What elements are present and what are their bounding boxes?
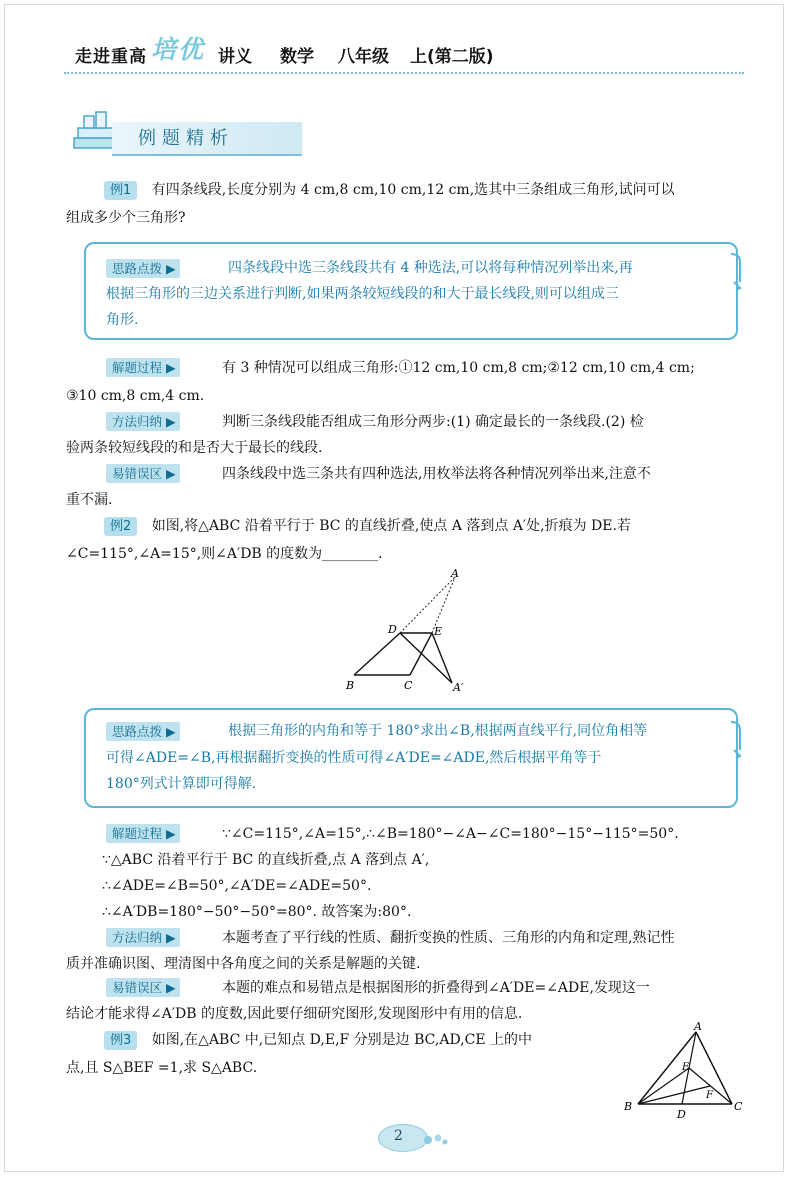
header-part2: 培优	[151, 35, 206, 64]
example1-question-line2: 组成多少个三角形?	[66, 210, 186, 226]
fig2-label-a: A	[451, 567, 459, 580]
example1-mistake-line1: 四条线段中选三条共有四种选法,用枚举法将各种情况列举出来,注意不	[222, 466, 651, 482]
example1-method-line1: 判断三条线段能否组成三角形分两步:(1) 确定最长的一条线段.(2) 检	[222, 414, 644, 430]
method-label-text: 方法归纳	[112, 930, 163, 945]
example2-mistake-label: 易错误区 ▶	[106, 978, 180, 997]
fig2-label-c: C	[404, 679, 413, 692]
example2-mistake-line2: 结论才能求得∠A′DB 的度数,因此要仔细研究图形,发现图形中有用的信息.	[66, 1006, 523, 1022]
fig3-label-b: B	[624, 1100, 633, 1113]
example1-q1: 有四条线段,长度分别为 4 cm,8 cm,10 cm,12 cm,选其中三条组成三角形,试问可以	[151, 182, 675, 198]
fig2-seg-ea2	[432, 633, 452, 683]
example1-hint-line2: 根据三角形的三边关系进行判断,如果两条较短线段的和大于最长线段,则可以组成三	[106, 286, 619, 302]
example3-figure	[614, 1018, 754, 1124]
example1-solution-label: 解题过程 ▶	[106, 358, 180, 377]
fig2-label-e: E	[434, 625, 443, 638]
example2-hint-label: 思路点拨 ▶	[106, 722, 180, 741]
example3-question-line2: 点,且 S△BEF =1,求 S△ABC.	[66, 1060, 258, 1076]
example1-solution-line1: 有 3 种情况可以组成三角形:①12 cm,10 cm,8 cm;②12 cm,10 cm,4 cm;	[222, 360, 695, 376]
example2-q1: 如图,将△ABC 沿着平行于 BC 的直线折叠,使点 A 落到点 A′处,折痕为 DE.若	[151, 518, 631, 534]
example2-method-line2: 质并准确识图、理清图中各角度之间的关系是解题的关键.	[66, 956, 421, 972]
mistake-label-text: 易错误区	[112, 980, 163, 995]
box-hook-icon	[728, 720, 742, 760]
example2-method-label: 方法归纳 ▶	[106, 928, 180, 947]
section-title: 例题精析	[138, 128, 234, 149]
example2-solution-line2: ∵△ABC 沿着平行于 BC 的直线折叠,点 A 落到点 A′,	[102, 852, 430, 868]
fig3-seg-bf	[638, 1086, 710, 1104]
example2-mistake-line1: 本题的难点和易错点是根据图形的折叠得到∠A′DE=∠ADE,发现这一	[222, 980, 650, 996]
header-part3: 讲义	[218, 47, 252, 67]
example1-mistake-label: 易错误区 ▶	[106, 464, 180, 483]
fig2-seg-da	[400, 577, 455, 633]
header-subject: 数学	[280, 47, 314, 67]
fig3-seg-ac	[696, 1032, 732, 1104]
fig3-label-f: F	[706, 1090, 713, 1101]
example2-tag: 例2	[104, 517, 137, 536]
fig2-label-a-prime: A′	[453, 681, 464, 694]
hint-label-text: 思路点拨	[112, 261, 163, 276]
example2-solution-line1: ∵∠C=115°,∠A=15°,∴∠B=180°−∠A−∠C=180°−15°−115°=50°.	[222, 826, 679, 842]
example2-hint-line2: 可得∠ADE=∠B,再根据翻折变换的性质可得∠A′DE=∠ADE,然后根据平角等于	[106, 750, 602, 766]
fig3-label-a: A	[694, 1020, 702, 1033]
fig2-label-d: D	[388, 623, 397, 636]
example1-tag: 例1	[104, 181, 137, 200]
running-header	[75, 30, 575, 70]
header-edition: 上(第二版)	[410, 47, 494, 67]
example1-method-line2: 验两条较短线段的和是否大于最长的线段.	[66, 440, 323, 456]
fig3-label-e: E	[682, 1062, 690, 1073]
example2-solution-line3: ∴∠ADE=∠B=50°,∠A′DE=∠ADE=50°.	[102, 878, 372, 894]
box-hook-icon	[728, 252, 742, 292]
mistake-label-text: 易错误区	[112, 466, 163, 481]
example2-method-line1: 本题考查了平行线的性质、翻折变换的性质、三角形的内角和定理,熟记性	[222, 930, 675, 946]
example1-mistake-line2: 重不漏.	[66, 492, 113, 508]
header-rule	[64, 72, 744, 74]
example1-solution-line2: ③10 cm,8 cm,4 cm.	[66, 388, 205, 404]
solution-label-text: 解题过程	[112, 360, 163, 375]
example1-hint-label: 思路点拨 ▶	[106, 259, 180, 278]
method-label-text: 方法归纳	[112, 414, 163, 429]
example1-question-line1	[104, 180, 675, 200]
example1-hint-line1: 四条线段中选三条线段共有 4 种选法,可以将每种情况列举出来,再	[228, 260, 633, 276]
hint-label-text: 思路点拨	[112, 724, 163, 739]
solution-label-text: 解题过程	[112, 826, 163, 841]
example2-question-line2: ∠C=115°,∠A=15°,则∠A′DB 的度数为________.	[66, 546, 383, 562]
fig2-label-b: B	[346, 679, 355, 692]
example1-method-label: 方法归纳 ▶	[106, 412, 180, 431]
example2-hint-line1: 根据三角形的内角和等于 180°求出∠B,根据两直线平行,同位角相等	[228, 723, 648, 739]
example2-figure	[340, 565, 480, 695]
fig2-seg-bd	[354, 633, 400, 675]
example2-solution-line4: ∴∠A′DB=180°−50°−50°=80°. 故答案为:80°.	[102, 904, 412, 920]
example3-q1: 如图,在△ABC 中,已知点 D,E,F 分别是边 BC,AD,CE 上的中	[151, 1032, 533, 1048]
header-grade: 八年级	[338, 47, 389, 67]
page-number: 2	[394, 1128, 403, 1144]
example2-solution-label: 解题过程 ▶	[106, 824, 180, 843]
page-number-badge	[370, 1122, 450, 1152]
flower-icon	[420, 1130, 450, 1150]
example3-question-line1	[104, 1030, 532, 1050]
fig3-label-c: C	[734, 1100, 743, 1113]
header-part1: 走进重高	[75, 47, 147, 67]
fig3-label-d: D	[677, 1108, 686, 1121]
example1-hint-line3: 角形.	[106, 312, 139, 328]
example3-tag: 例3	[104, 1031, 137, 1050]
example2-question-line1	[104, 516, 631, 536]
example2-hint-line3: 180°列式计算即可得解.	[106, 776, 257, 792]
